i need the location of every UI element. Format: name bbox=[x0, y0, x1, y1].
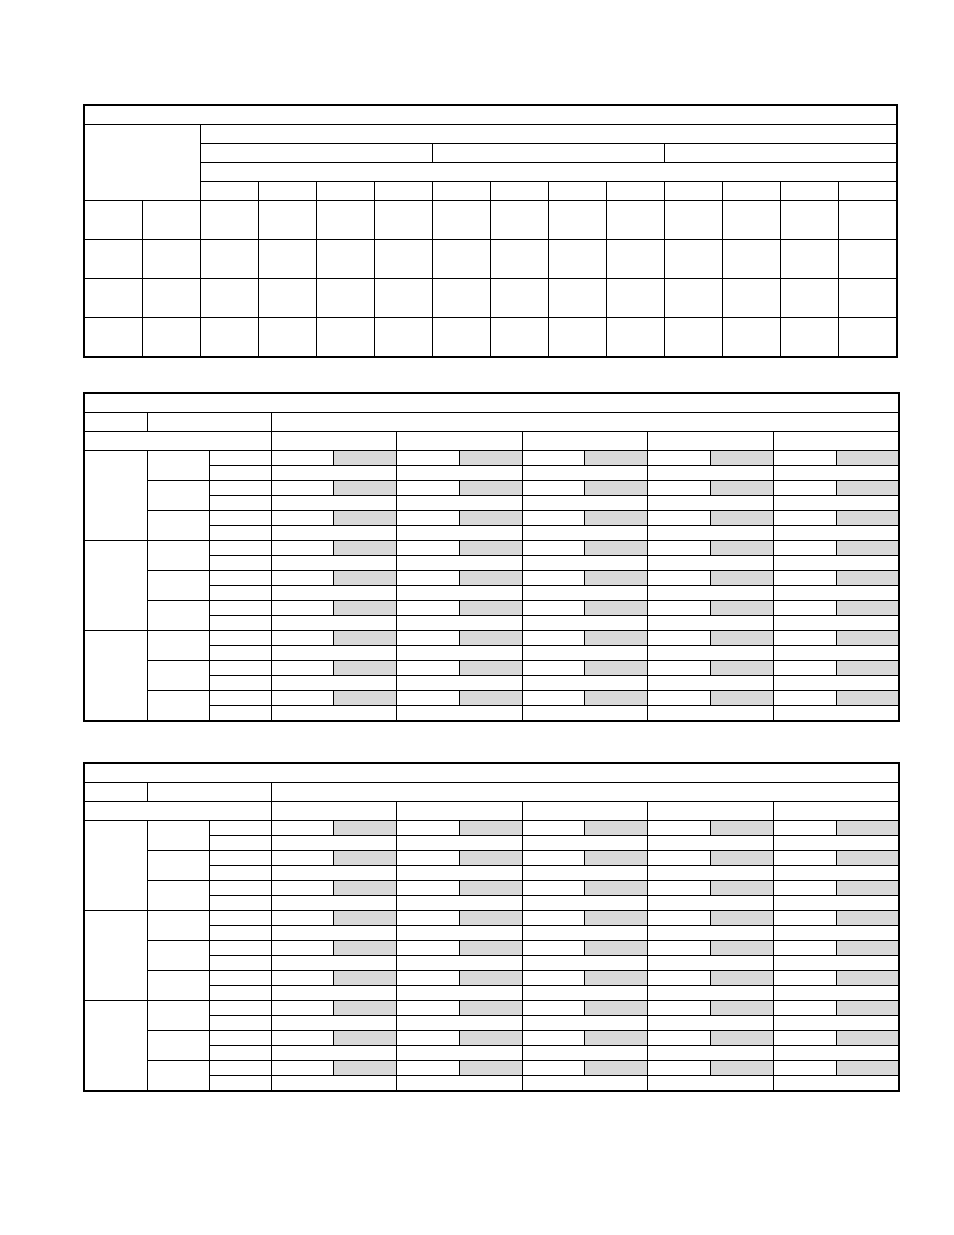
table-header-row bbox=[84, 413, 899, 432]
table-row bbox=[84, 941, 899, 956]
table-row bbox=[84, 821, 899, 836]
table-row bbox=[84, 541, 899, 556]
table-title-row bbox=[84, 105, 897, 125]
table-row bbox=[84, 661, 899, 676]
table-header-row bbox=[84, 144, 897, 163]
table-row bbox=[84, 1031, 899, 1046]
table-title-row bbox=[84, 763, 899, 783]
table-header-row bbox=[84, 125, 897, 144]
table-title-row bbox=[84, 393, 899, 413]
table-header-row bbox=[84, 783, 899, 802]
table-row bbox=[84, 691, 899, 706]
table-row bbox=[84, 1061, 899, 1076]
table-row bbox=[84, 1001, 899, 1016]
table-row bbox=[84, 451, 899, 466]
table-header-row bbox=[84, 802, 899, 821]
summary-table bbox=[83, 104, 898, 358]
table-row bbox=[84, 571, 899, 586]
table-row bbox=[84, 279, 897, 318]
table-row bbox=[84, 851, 899, 866]
table-row bbox=[84, 881, 899, 896]
table-row bbox=[84, 511, 899, 526]
table-row bbox=[84, 601, 899, 616]
table-header-row bbox=[84, 432, 899, 451]
table-row bbox=[84, 481, 899, 496]
table-row bbox=[84, 911, 899, 926]
detail-table-2 bbox=[83, 762, 900, 1092]
table-row bbox=[84, 631, 899, 646]
table-row bbox=[84, 201, 897, 240]
table-row bbox=[84, 318, 897, 358]
table-row bbox=[84, 240, 897, 279]
table-header-row bbox=[84, 163, 897, 182]
table-header-row bbox=[84, 182, 897, 201]
table-row bbox=[84, 971, 899, 986]
detail-table-1 bbox=[83, 392, 900, 722]
